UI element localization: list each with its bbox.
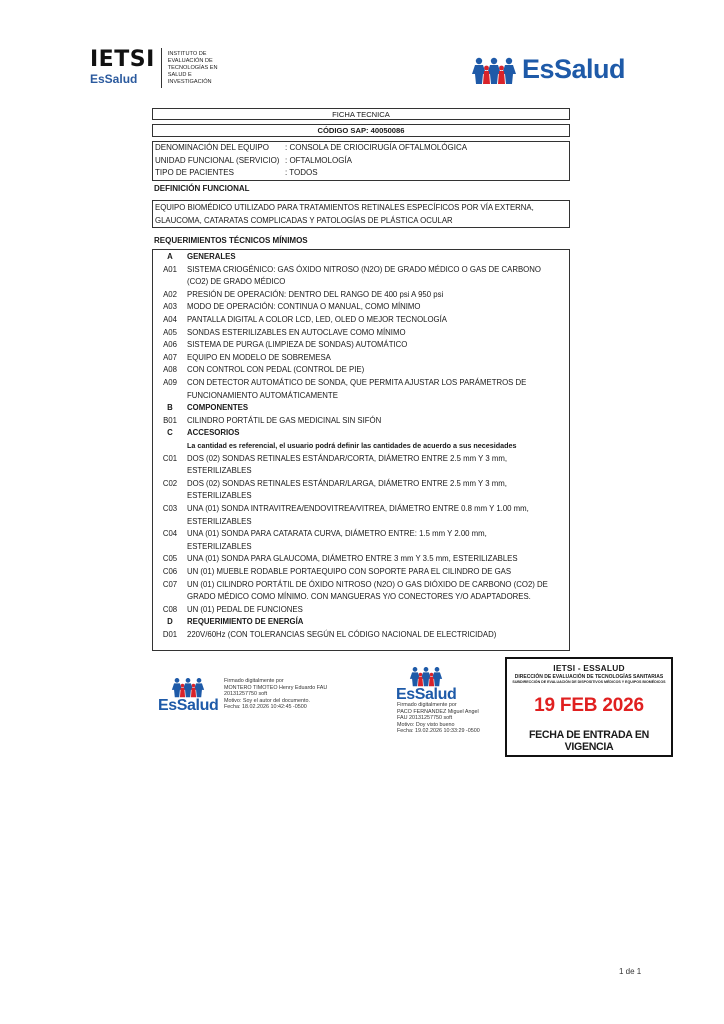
section-row	[153, 402, 567, 415]
requirement-code: A05	[163, 327, 177, 337]
requirement-row	[153, 364, 567, 377]
requirement-line: La cantidad es referencial, el usuario podrá definir las cantidades de acuerdo a sus necesidades	[187, 441, 517, 450]
info-label: TIPO DE PACIENTES	[155, 168, 234, 177]
signature-line: Motivo: Soy el autor del documento.	[224, 697, 310, 704]
requirement-description	[187, 440, 567, 453]
requirement-description	[187, 352, 567, 365]
signature-line: FAU 20131257750 soft	[397, 715, 453, 722]
signature-line: Firmado digitalmente por	[224, 678, 284, 684]
codigo-sap: CÓDIGO SAP: 40050086	[152, 124, 570, 137]
signature-line: 20131257750 soft	[224, 691, 268, 698]
requirement-code: C07	[162, 579, 178, 589]
requirement-line: DOS (02) SONDAS RETINALES ESTÁNDAR/LARGA, DIÁMETRO ENTRE 2.5 mm Y 3 mm,	[187, 478, 507, 488]
requirement-row	[153, 301, 567, 314]
info-label: DENOMINACIÓN DEL EQUIPO	[155, 143, 269, 152]
signature-line: Fecha: 18.02.2026 10:42:45 -0500	[224, 704, 307, 711]
vigencia-stamp	[505, 657, 673, 757]
requirement-line: REQUERIMIENTO DE ENERGÍA	[187, 617, 304, 627]
requirement-row	[153, 377, 567, 402]
requirement-description	[187, 427, 567, 440]
requirement-description	[187, 402, 567, 415]
requirement-code: A07	[163, 352, 177, 362]
requirement-row	[153, 264, 567, 289]
requirement-row	[153, 553, 567, 566]
family-icon	[406, 665, 446, 687]
definicion-line: GLAUCOMA, CATARATAS COMPLICADAS Y PATOLOGÍAS DE PLÁSTICA OCULAR	[155, 215, 453, 225]
requirement-description	[187, 503, 567, 528]
requirement-row	[153, 339, 567, 352]
requirement-line: MODO DE OPERACIÓN: CONTINUA O MANUAL, COMO MÍNIMO	[187, 302, 421, 312]
requirement-row	[153, 579, 567, 604]
requirement-line: 220V/60Hz (CON TOLERANCIAS SEGÚN EL CÓDIGO NACIONAL DE ELECTRICIDAD)	[187, 630, 497, 639]
ietsi-logo-word: IETSI	[90, 47, 155, 72]
requirement-description	[187, 566, 567, 579]
requirement-line: CILINDRO PORTÁTIL DE GAS MEDICINAL SIN SIFÓN	[187, 415, 382, 425]
info-row-denominacion	[155, 142, 567, 155]
requirement-description	[187, 453, 567, 478]
page-number: 1 de 1	[619, 967, 642, 976]
info-value: : OFTALMOLOGÍA	[285, 155, 352, 165]
requirement-description	[187, 314, 567, 327]
section-row	[153, 427, 567, 440]
requirement-line: ESTERILIZABLES	[187, 466, 252, 476]
requirement-code: C	[167, 428, 173, 438]
requirement-line: DOS (02) SONDAS RETINALES ESTÁNDAR/CORTA, DIÁMETRO ENTRE 2.5 mm Y 3 mm,	[187, 453, 508, 463]
requirement-code: C06	[162, 567, 178, 576]
requirement-description	[187, 579, 567, 604]
requirement-row	[153, 289, 567, 302]
requirement-description	[187, 289, 567, 302]
signature-line: MONTERO TIMOTEO Henry Eduardo FAU	[224, 684, 328, 691]
definicion-funcional-heading: DEFINICIÓN FUNCIONAL	[154, 184, 250, 193]
info-row-unidad	[155, 155, 567, 168]
requirement-code: A04	[163, 315, 177, 324]
signature-logo-word: EsSalud	[396, 686, 457, 703]
section-row	[153, 251, 567, 264]
ficha-tecnica-title: FICHA TECNICA	[152, 108, 570, 120]
essalud-logo	[470, 54, 625, 85]
requirement-line: ESTERILIZABLES	[187, 516, 252, 526]
requirement-line: PANTALLA DIGITAL A COLOR LCD, LED, OLED O MEJOR TECNOLOGÍA	[187, 315, 447, 324]
requirement-line: SISTEMA CRIOGÉNICO: GAS ÓXIDO NITROSO (N2O) DE GRADO MÉDICO O GAS DE CARBONO	[187, 264, 541, 274]
requirement-description	[187, 364, 567, 377]
info-label: UNIDAD FUNCIONAL (SERVICIO)	[155, 155, 280, 165]
requirement-code: C08	[162, 604, 178, 614]
ietsi-logo-subword: EsSalud	[90, 72, 138, 86]
requirement-description	[187, 264, 567, 289]
requirement-code: A	[167, 252, 173, 261]
requirement-row	[153, 453, 567, 478]
stamp-direction: DIRECCIÓN DE EVALUACIÓN DE TECNOLOGÍAS SANITARIAS	[514, 674, 664, 680]
requirement-line: UN (01) MUEBLE RODABLE PORTAEQUIPO CON SOPORTE PARA EL CILINDRO DE GAS	[187, 567, 512, 576]
requirement-description	[187, 629, 567, 642]
requirement-code: C04	[162, 529, 178, 539]
requirement-code: A09	[163, 378, 177, 387]
section-row	[153, 616, 567, 629]
requirement-row	[153, 352, 567, 365]
requirement-description	[187, 251, 567, 264]
family-icon	[470, 55, 518, 85]
requirement-row	[153, 415, 567, 428]
signature-2-logo	[396, 665, 456, 703]
signature-2-text	[397, 702, 480, 735]
requirement-code: C05	[162, 554, 178, 564]
requirement-row	[153, 478, 567, 503]
requirement-description	[187, 616, 567, 629]
requirement-code: B	[167, 403, 173, 413]
requirement-description	[187, 478, 567, 503]
requirement-description	[187, 528, 567, 553]
equipment-info-box	[152, 141, 570, 181]
family-icon	[169, 676, 207, 698]
stamp-org: IETSI - ESSALUD	[553, 663, 625, 673]
requirement-row	[153, 604, 567, 617]
requirement-description	[187, 604, 567, 617]
ietsi-logo-description: INSTITUTO DE EVALUACIÓN DE TECNOLOGÍAS EN SALUD E INVESTIGACIÓN	[167, 50, 218, 85]
requirement-line: PRESIÓN DE OPERACIÓN: DENTRO DEL RANGO DE 400 psi A 950 psi	[187, 289, 444, 299]
requirement-line: GENERALES	[187, 252, 236, 261]
info-row-tipo-pacientes	[155, 167, 567, 180]
requirement-line: ACCESORIOS	[187, 428, 240, 438]
signature-line: Motivo: Doy visto bueno	[397, 721, 455, 728]
requirement-code	[153, 440, 187, 453]
stamp-date: 19 FEB 2026	[534, 695, 644, 716]
requirement-description	[187, 415, 567, 428]
requirement-code: C01	[162, 453, 178, 463]
requirement-code: A08	[163, 365, 177, 375]
requirement-row	[153, 566, 567, 579]
requirement-line: UNA (01) SONDA PARA CATARATA CURVA, DIÁMETRO ENTRE: 1.5 mm Y 2.00 mm,	[187, 529, 487, 539]
signature-line: Firmado digitalmente por	[397, 702, 457, 708]
requirement-code: A06	[163, 340, 177, 350]
requirement-line: UN (01) PEDAL DE FUNCIONES	[187, 604, 303, 614]
requirement-code: A03	[163, 302, 177, 312]
requirement-line: UNA (01) SONDA PARA GLAUCOMA, DIÁMETRO ENTRE 3 mm Y 3.5 mm, ESTERILIZABLES	[187, 554, 518, 564]
requirement-line: CON DETECTOR AUTOMÁTICO DE SONDA, QUE PERMITA AJUSTAR LOS PARÁMETROS DE	[187, 378, 527, 387]
signature-1-logo	[158, 676, 218, 714]
requirement-line: SONDAS ESTERILIZABLES EN AUTOCLAVE COMO MÍNIMO	[187, 327, 406, 337]
info-value: : CONSOLA DE CRIOCIRUGÍA OFTALMOLÓGICA	[285, 143, 468, 152]
note-row	[153, 440, 567, 453]
requirement-description	[187, 301, 567, 314]
requirement-row	[153, 629, 567, 642]
signature-line: Fecha: 19.02.2026 10:33:29 -0500	[397, 728, 480, 735]
requirement-line: COMPONENTES	[187, 403, 249, 413]
requirement-line: FUNCIONAMIENTO AUTOMÁTICAMENTE	[187, 390, 338, 400]
requirement-line: (CO2) DE GRADO MÉDICO	[187, 277, 286, 287]
signature-logo-word: EsSalud	[158, 697, 219, 714]
essalud-logo-word: EsSalud	[522, 54, 626, 84]
requirement-code: A01	[163, 264, 177, 274]
requirement-line: GRADO MÉDICO COMO MÍNIMO. CON MANGUERAS Y/O CONECTORES Y/O ADAPTADORES.	[187, 592, 531, 602]
requirement-row	[153, 314, 567, 327]
signature-line: PACO FERNANDEZ Miguel Angel	[397, 708, 479, 715]
requirement-description	[187, 327, 567, 340]
definicion-funcional-box	[152, 200, 570, 228]
requirement-code: C03	[162, 504, 178, 513]
requirement-description	[187, 377, 567, 402]
requerimientos-heading: REQUERIMIENTOS TÉCNICOS MÍNIMOS	[154, 236, 308, 245]
requirement-line: UN (01) CILINDRO PORTÁTIL DE ÓXIDO NITROSO (N2O) O GAS DIÓXIDO DE CARBONO (CO2) DE	[187, 579, 548, 589]
requirement-line: ESTERILIZABLES	[187, 541, 252, 551]
requirement-row	[153, 503, 567, 528]
requirement-line: EQUIPO EN MODELO DE SOBREMESA	[187, 352, 331, 362]
requirement-code: D	[167, 617, 173, 627]
ietsi-logo-divider	[161, 48, 162, 88]
requirement-code: B01	[163, 415, 177, 425]
requirement-code: C02	[162, 478, 178, 488]
requirement-line: SISTEMA DE PURGA (LIMPIEZA DE SONDAS) AUTOMÁTICO	[187, 340, 408, 350]
definicion-line: EQUIPO BIOMÉDICO UTILIZADO PARA TRATAMIENTOS RETINALES ESPECÍFICOS POR VÍA EXTERNA,	[155, 203, 534, 212]
requirement-line: CON CONTROL CON PEDAL (CONTROL DE PIE)	[187, 365, 365, 375]
requerimientos-table	[152, 249, 570, 651]
ietsi-logo	[90, 46, 228, 90]
signature-1-text	[224, 678, 327, 711]
requirement-description	[187, 339, 567, 352]
requirement-line: ESTERILIZABLES	[187, 491, 252, 501]
stamp-label: FECHA DE ENTRADA EN VIGENCIA	[528, 729, 650, 753]
requirement-code: D01	[162, 630, 178, 639]
requirement-row	[153, 528, 567, 553]
requirement-line: UNA (01) SONDA INTRAVITREA/ENDOVITREA/VITREA, DIÁMETRO ENTRE 0.8 mm Y 1.00 mm,	[187, 504, 529, 513]
info-value: : TODOS	[285, 168, 318, 177]
requirement-code: A02	[163, 289, 177, 299]
requirement-description	[187, 553, 567, 566]
stamp-subdirection: SUBDIRECCIÓN DE EVALUACIÓN DE DISPOSITIVOS MÉDICOS Y EQUIPOS BIOMÉDICOS	[512, 680, 666, 684]
requirement-row	[153, 327, 567, 340]
